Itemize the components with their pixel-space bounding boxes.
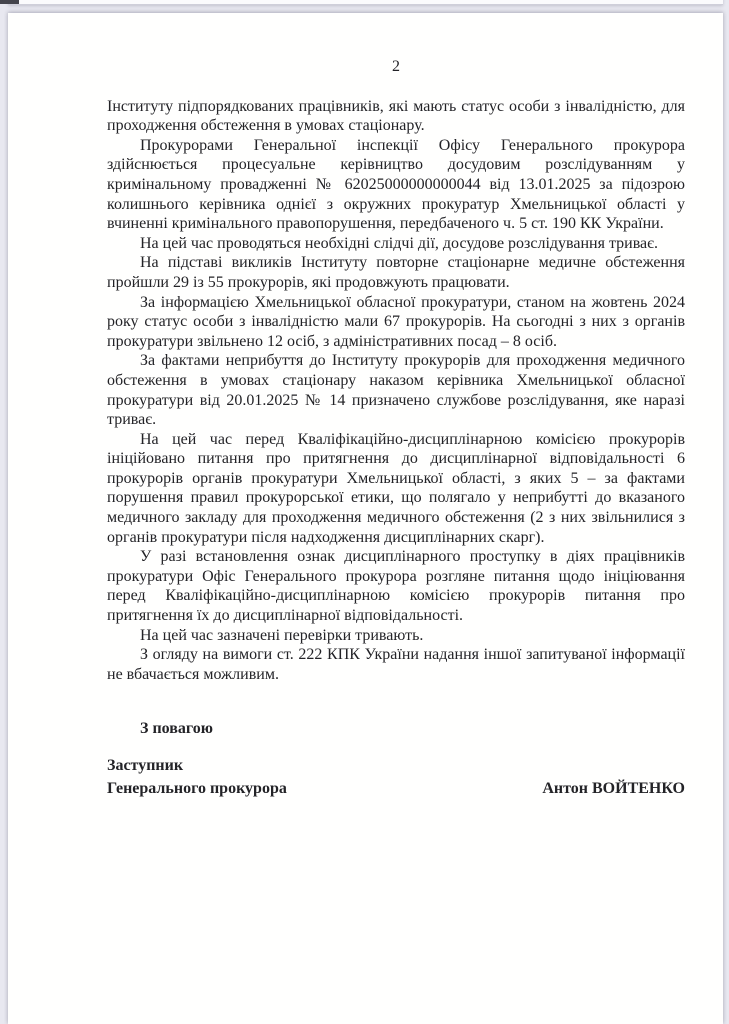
previous-page-bottom-edge xyxy=(8,0,723,5)
scan-artifact-mark xyxy=(0,0,19,4)
paragraph-internal-investigation: За фактами неприбуття до Інституту прокурорів для проходження медичного обстеження в умовах стаціонару наказом керівника Хмельницької обласної прокуратури від 20.01.2025 № 14 призначено службове розслідування, яке наразі триває. xyxy=(107,352,685,429)
page-number: 2 xyxy=(392,58,400,75)
paragraph-medical-examination: На підставі викликів Інституту повторне стаціонарне медичне обстеження пройшли 29 із 55 прокурорів, які продовжують працювати. xyxy=(107,254,685,291)
signer-position-line2: Генерального прокурора xyxy=(107,780,287,797)
signer-position xyxy=(107,754,287,800)
paragraph-disciplinary-commission: На цей час перед Кваліфікаційно-дисциплінарною комісією прокурорів ініційовано питання про притягнення до дисциплінарної відповідальності 6 прокурорів органів прокуратури Хмельницької області, з яких 5 – за фактами порушення правил прокурорської етики, що полягало у неприбутті до вказаного медичного закладу для проходження медичного обстеження (2 з них звільнилися з органів прокуратури після надходження дисциплінарних скарг). xyxy=(107,430,685,546)
page-content xyxy=(107,57,685,800)
signer-name: Антон ВОЙТЕНКО xyxy=(542,780,685,797)
paragraph-disability-statistics: За інформацією Хмельницької обласної прокуратури, станом на жовтень 2024 року статус особи з інвалідністю мали 67 прокурорів. На сьогодні з них з органів прокуратури звільнено 12 осіб, з адміністративних посад – 8 осіб. xyxy=(107,293,685,350)
paragraph-criminal-proceeding: Прокурорами Генеральної інспекції Офісу Генерального прокурора здійснюється процесуальне керівництво досудовим розслідуванням у кримінальному провадженні № 62025000000000044 від 13.01.2025 за підозрою колишнього керівника однієї з окружних прокуратур Хмельницької області у вчиненні кримінального правопорушення, передбаченого ч. 5 ст. 190 КК України. xyxy=(107,136,685,233)
paragraph-checks-ongoing: На цей час зазначені перевірки тривають. xyxy=(140,626,424,644)
paragraph-continuation: Інституту підпорядкованих працівників, які мають статус особи з інвалідністю, для проходження обстеження в умовах стаціонару. xyxy=(107,97,685,135)
document-page xyxy=(8,13,723,1024)
paragraph-disciplinary-liability: У разі встановлення ознак дисциплінарного проступку в діях працівників прокуратури Офіс Генерального прокурора розгляне питання щодо ініціювання перед Кваліфікаційно-дисциплінарною комісією прокурорів питання про притягнення їх до дисциплінарної відповідальності. xyxy=(107,548,685,625)
document-body xyxy=(107,97,685,685)
closing-salutation: З повагою xyxy=(140,720,213,738)
signer-position-line1: Заступник xyxy=(107,757,184,774)
paragraph-cpc-restriction: З огляду на вимоги ст. 222 КПК України надання іншої запитуваної інформації не вбачається можливим. xyxy=(107,646,685,683)
signature-block xyxy=(107,754,685,800)
paragraph-investigation-ongoing: На цей час проводяться необхідні слідчі дії, досудове розслідування триває. xyxy=(140,234,659,252)
